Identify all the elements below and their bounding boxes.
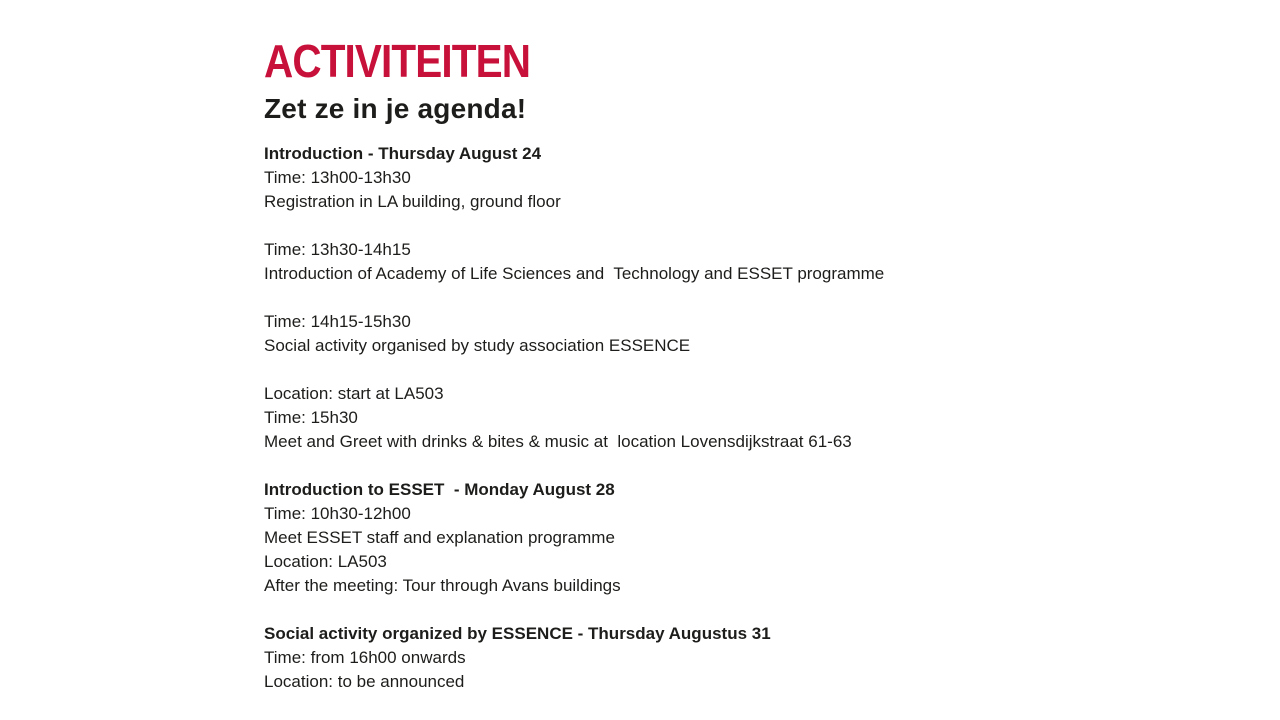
page-subtitle: Zet ze in je agenda! — [264, 93, 527, 124]
slide-content — [264, 35, 984, 694]
section-heading: Social activity organized by ESSENCE - Thursday Augustus 31 — [264, 624, 771, 643]
activity-time: Time: 13h00-13h30 — [264, 168, 411, 187]
activity-time: Time: 14h15-15h30 — [264, 312, 411, 331]
activity-time: Time: 13h30-14h15 — [264, 240, 411, 259]
activity-time: Time: 15h30 — [264, 408, 358, 427]
activity-description: Registration in LA building, ground floor — [264, 192, 561, 211]
activity-location: Location: LA503 — [264, 552, 387, 571]
page-title: ACTIVITEITEN — [264, 35, 531, 87]
activity-section — [264, 622, 984, 694]
activity-section — [264, 478, 984, 598]
activities-list — [264, 142, 984, 694]
spacer — [264, 598, 984, 622]
activity-time: Time: 10h30-12h00 — [264, 504, 411, 523]
activity-location: Location: to be announced — [264, 672, 465, 691]
spacer — [264, 214, 984, 238]
activity-section — [264, 142, 984, 454]
spacer — [264, 358, 984, 382]
spacer — [264, 454, 984, 478]
spacer — [264, 286, 984, 310]
activity-description: Meet ESSET staff and explanation programme — [264, 528, 615, 547]
activity-description: Social activity organised by study association ESSENCE — [264, 336, 691, 355]
section-heading: Introduction to ESSET - Monday August 28 — [264, 480, 615, 499]
activity-description: After the meeting: Tour through Avans buildings — [264, 576, 621, 595]
section-heading: Introduction - Thursday August 24 — [264, 144, 542, 163]
activity-description: Introduction of Academy of Life Sciences and Technology and ESSET programme — [264, 264, 885, 283]
activity-time: Time: from 16h00 onwards — [264, 648, 466, 667]
activity-description: Meet and Greet with drinks & bites & music at location Lovensdijkstraat 61-63 — [264, 432, 852, 451]
activity-location: Location: start at LA503 — [264, 384, 444, 403]
